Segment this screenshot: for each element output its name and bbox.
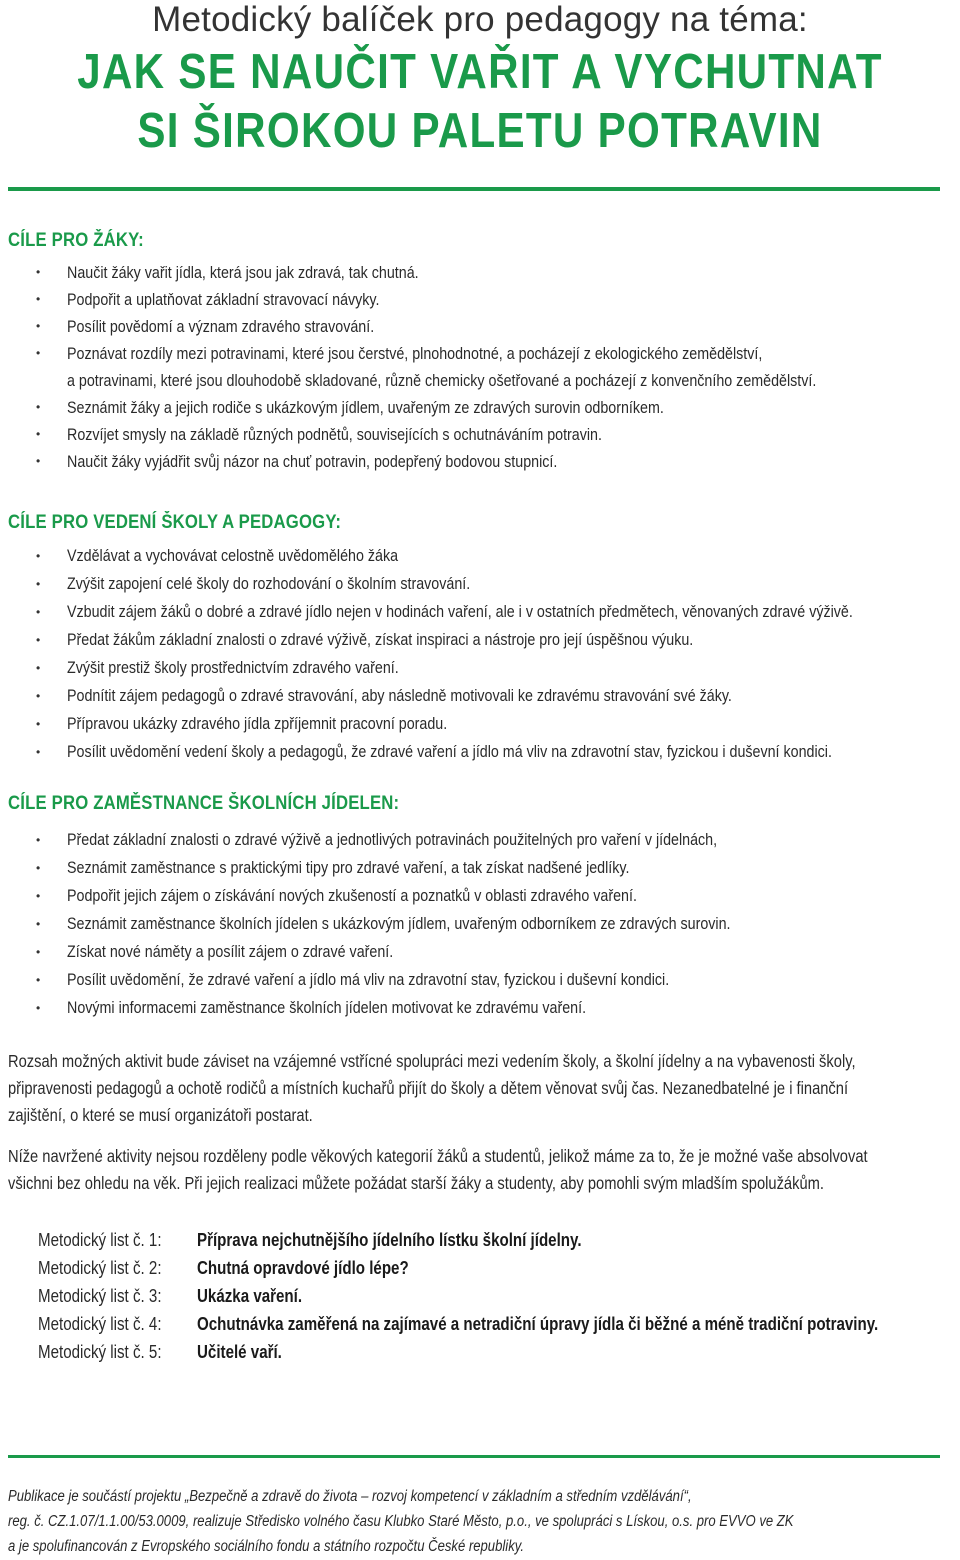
paragraph-age-categories (8, 1143, 932, 1197)
method-sheet-title: Ukázka vaření. (197, 1286, 303, 1306)
method-sheet-row (38, 1310, 879, 1338)
list-item: • Posílit uvědomění, že zdravé vaření a jídlo má vliv na zdravotní stav, fyzickou i duševní kondici. (0, 966, 960, 994)
list-item: • Vzdělávat a vychovávat celostně uvědomělého žáka (0, 542, 960, 570)
list-item: • Předat žákům základní znalosti o zdravé výživě, získat inspiraci a nástroje pro její úspěšnou výuku. (0, 626, 960, 654)
method-sheet-row (38, 1282, 303, 1310)
list-item: • Podnítit zájem pedagogů o zdravé stravování, aby následně motivovali ke zdravému stravování své žáky. (0, 682, 960, 710)
method-sheet-title: Ochutnávka zaměřená na zajímavé a netradiční úpravy jídla či běžné a méně tradiční potraviny. (197, 1314, 879, 1334)
list-item: • Naučit žáky vyjádřit svůj názor na chuť potravin, podepřený bodovou stupnicí. (0, 448, 960, 475)
list-item: • Seznámit žáky a jejich rodiče s ukázkovým jídlem, uvařeným ze zdravých surovin odborníkem. (0, 394, 960, 421)
footer-line: a je spolufinancován z Evropského sociálního fondu a státního rozpočtu České republiky. (8, 1538, 524, 1555)
list-item: • Zvýšit zapojení celé školy do rozhodování o školním stravování. (0, 570, 960, 598)
document-title-line1: JAK SE NAUČIT VAŘIT A VYCHUTNAT (77, 45, 883, 99)
list-item: • Předat základní znalosti o zdravé výživě a jednotlivých potravinách použitelných pro vaření v jídelnách, (0, 826, 960, 854)
publication-footer (8, 1484, 938, 1559)
method-sheet-row (38, 1338, 282, 1366)
students-goals-list (0, 259, 960, 475)
method-sheet-label: Metodický list č. 4: (38, 1314, 162, 1334)
list-item: • Rozvíjet smysly na základě různých podnětů, souvisejících s ochutnáváním potravin. (0, 421, 960, 448)
method-sheet-label: Metodický list č. 5: (38, 1342, 162, 1362)
method-sheet-row (38, 1226, 582, 1254)
paragraph-line: připravenosti pedagogů a ochotě rodičů a místních kuchařů přijít do školy a dětem věnovat svůj čas. Nezanedbatelné je i finanční (8, 1078, 849, 1098)
method-sheet-label: Metodický list č. 2: (38, 1258, 162, 1278)
method-sheet-row (38, 1254, 409, 1282)
document-title-line2: SI ŠIROKOU PALETU POTRAVIN (137, 104, 823, 158)
method-sheet-title: Chutná opravdové jídlo lépe? (197, 1258, 409, 1278)
canteen-staff-goals-list (0, 826, 960, 1022)
list-item: • Naučit žáky vařit jídla, která jsou jak zdravá, tak chutná. (0, 259, 960, 286)
paragraph-activities-scope (8, 1048, 932, 1129)
list-item: • Získat nové náměty a posílit zájem o zdravé vaření. (0, 938, 960, 966)
method-sheet-label: Metodický list č. 1: (38, 1230, 162, 1250)
list-item: • Seznámit zaměstnance s praktickými tipy pro zdravé vaření, a tak získat nadšené jedlíky. (0, 854, 960, 882)
section-heading-school-management: CÍLE PRO VEDENÍ ŠKOLY A PEDAGOGY: (8, 512, 342, 533)
footer-line: Publikace je součástí projektu „Bezpečně a zdravě do života – rozvoj kompetencí v základním a středním vzdělávání“, (8, 1488, 692, 1505)
list-item-continuation: a potravinami, které jsou dlouhodobě skladované, různě chemicky ošetřované a pocházejí z konvenčního zemědělství. (67, 371, 817, 390)
section-heading-students: CÍLE PRO ŽÁKY: (8, 230, 144, 251)
list-item: • Podpořit a uplatňovat základní stravovací návyky. (0, 286, 960, 313)
footer-line: reg. č. CZ.1.07/1.1.00/53.0009, realizuje Středisko volného času Klubko Staré Město, p.o., ve spolupráci s Lískou, o.s. pro EVVO ve ZK (8, 1513, 794, 1530)
list-item: • Posílit uvědomění vedení školy a pedagogů, že zdravé vaření a jídlo má vliv na zdravotní stav, fyzickou i duševní kondici. (0, 738, 960, 766)
section-heading-canteen-staff: CÍLE PRO ZAMĚSTNANCE ŠKOLNÍCH JÍDELEN: (8, 793, 400, 814)
bottom-divider (8, 1455, 940, 1458)
list-item: • Podpořit jejich zájem o získávání nových zkušeností a poznatků v oblasti zdravého vaření. (0, 882, 960, 910)
list-item: • Seznámit zaměstnance školních jídelen s ukázkovým jídlem, uvařeným odborníkem ze zdravých surovin. (0, 910, 960, 938)
list-item: • Přípravou ukázky zdravého jídla zpříjemnit pracovní poradu. (0, 710, 960, 738)
paragraph-line: zajištění, o které se musí organizátoři postarat. (8, 1105, 313, 1125)
method-sheet-title: Učitelé vaří. (197, 1342, 282, 1362)
paragraph-line: všichni bez ohledu na věk. Při jejich realizaci můžete požádat starší žáky a studenty, aby pomohli svým mladším spolužákům. (8, 1173, 824, 1193)
school-management-goals-list (0, 542, 960, 766)
list-item: • Poznávat rozdíly mezi potravinami, které jsou čerstvé, plnohodnotné, a pocházejí z ekologického zemědělství, (0, 340, 960, 367)
list-item: • Vzbudit zájem žáků o dobré a zdravé jídlo nejen v hodinách vaření, ale i v ostatních předmětech, věnovaných zdravé výživě. (0, 598, 960, 626)
list-item: • Novými informacemi zaměstnance školních jídelen motivovat ke zdravému vaření. (0, 994, 960, 1022)
method-sheets-list (38, 1226, 879, 1366)
top-divider (8, 187, 940, 191)
list-item: • Posílit povědomí a význam zdravého stravování. (0, 313, 960, 340)
method-sheet-title: Příprava nejchutnějšího jídelního lístku školní jídelny. (197, 1230, 582, 1250)
document-subtitle: Metodický balíček pro pedagogy na téma: (152, 0, 808, 39)
method-sheet-label: Metodický list č. 3: (38, 1286, 162, 1306)
list-item: • Zvýšit prestiž školy prostřednictvím zdravého vaření. (0, 654, 960, 682)
paragraph-line: Rozsah možných aktivit bude záviset na vzájemné vstřícné spolupráci mezi vedením školy, a školní jídelny a na vybavenosti školy, (8, 1051, 856, 1071)
paragraph-line: Níže navržené aktivity nejsou rozděleny podle věkových kategorií žáků a studentů, jelikož máme za to, že je možné vaše absolvovat (8, 1146, 868, 1166)
